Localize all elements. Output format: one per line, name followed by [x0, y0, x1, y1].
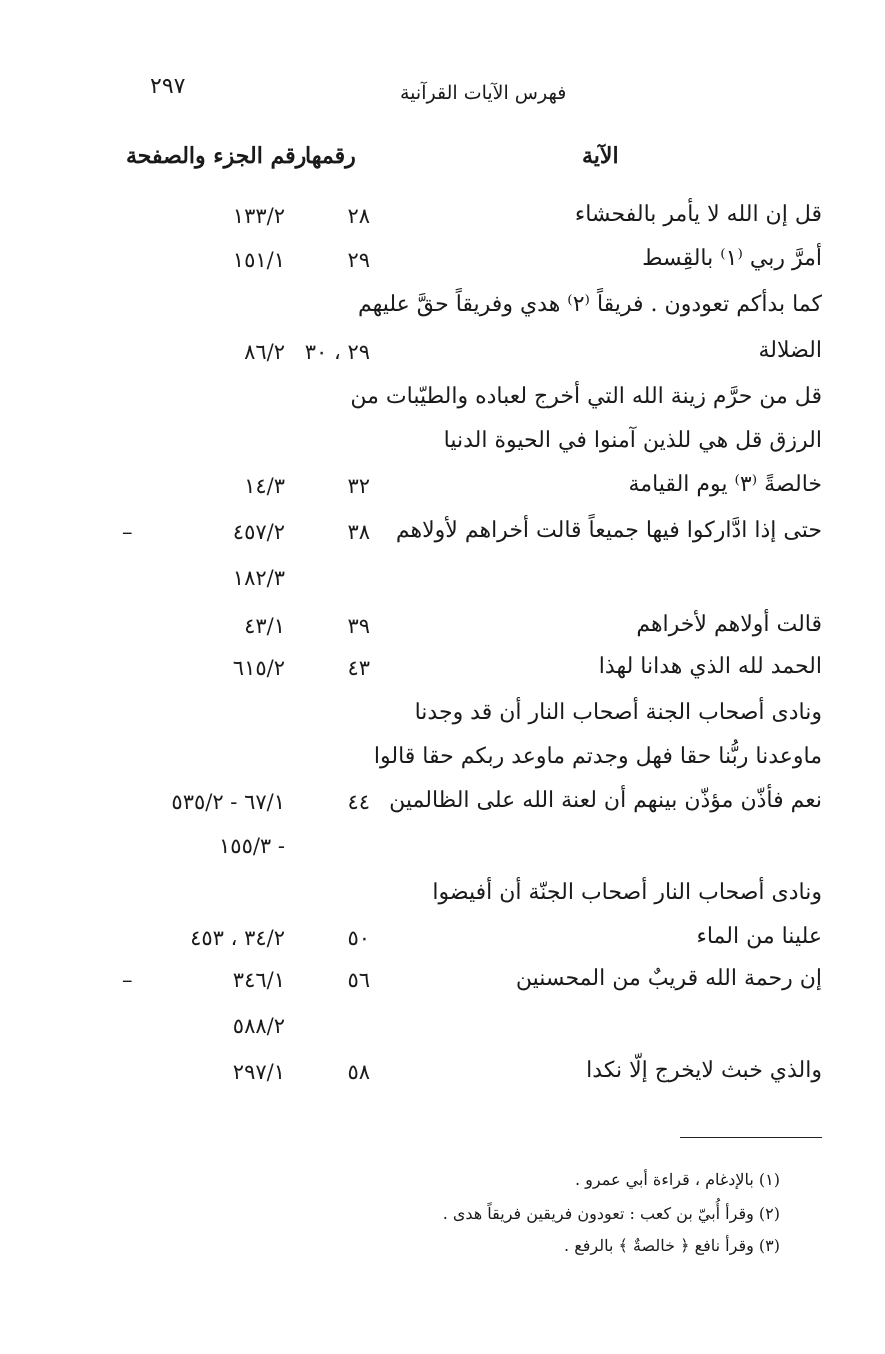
column-header-reference: رقم الجزء والصفحة — [126, 143, 307, 169]
volume-page-ref: ١٨٢/٣ — [232, 566, 285, 590]
volume-page-ref: ٣٤٦/١ — [232, 968, 285, 992]
footnote: (٣) وقرأ نافع ﴿ خالصةٌ ﴾ بالرفع . — [564, 1236, 780, 1255]
verse-text: الرزق قل هي للذين آمنوا في الحيوة الدنيا — [443, 428, 822, 453]
volume-page-ref: ٤٣/١ — [244, 614, 285, 638]
volume-page-ref: ٥٨٨/٢ — [232, 1014, 285, 1038]
volume-page-ref: ١٤/٣ — [244, 474, 285, 498]
volume-page-ref: ٤٥٧/٢ — [232, 520, 285, 544]
verse-number: ٣٩ — [347, 614, 370, 638]
verse-text: كما بدأكم تعودون . فريقاً ⁽٢⁾ هدي وفريقاً حقَّ عليهم — [357, 292, 822, 317]
verse-text: علينا من الماء — [696, 924, 822, 949]
verse-text: ونادى أصحاب الجنة أصحاب النار أن قد وجدنا — [414, 700, 822, 725]
volume-page-ref: ٦٧/١ - ٥٣٥/٢ — [171, 790, 285, 814]
verse-text: قل من حرَّم زينة الله التي أخرج لعباده والطيّبات من — [350, 384, 822, 409]
verse-text: ونادى أصحاب النار أصحاب الجنّة أن أفيضوا — [432, 880, 822, 905]
continuation-dash: – — [122, 520, 133, 544]
verse-number: ٢٩ — [347, 248, 370, 272]
volume-page-ref: - ١٥٥/٣ — [219, 834, 285, 858]
verse-text: قالت أولاهم لأخراهم — [636, 612, 822, 637]
verse-number: ٤٣ — [347, 656, 370, 680]
verse-number: ٥٨ — [347, 1060, 370, 1084]
verse-text: إن رحمة الله قريبٌ من المحسنين — [515, 966, 822, 991]
volume-page-ref: ٢٩٧/١ — [232, 1060, 285, 1084]
verse-text: ماوعدنا ربُّنا حقا فهل وجدتم ماوعد ربكم حقا قالوا — [373, 744, 822, 769]
verse-text: الحمد لله الذي هدانا لهذا — [598, 654, 822, 679]
footnote: (٢) وقرأ أُبيّ بن كعب : تعودون فريقين فريقاً هدى . — [442, 1204, 780, 1223]
verse-text: الضلالة — [758, 338, 822, 363]
verse-text: قل إن الله لا يأمر بالفحشاء — [574, 202, 822, 227]
verse-number: ٥٦ — [347, 968, 370, 992]
column-header-ayah: الآية — [582, 143, 619, 169]
verse-number: ٥٠ — [347, 926, 370, 950]
verse-number: ٤٤ — [347, 790, 370, 814]
page-number: ٢٩٧ — [150, 74, 186, 99]
volume-page-ref: ١٣٣/٢ — [232, 204, 285, 228]
volume-page-ref: ٣٤/٢ ، ٤٥٣ — [190, 926, 285, 950]
continuation-dash: – — [122, 968, 133, 992]
verse-text: والذي خبث لايخرج إلّا نكدا — [586, 1058, 822, 1083]
verse-text: خالصةً ⁽٣⁾ يوم القيامة — [628, 472, 822, 497]
verse-number: ٣٢ — [347, 474, 370, 498]
verse-text: نعم فأذّن مؤذّن بينهم أن لعنة الله على الظالمين — [389, 788, 822, 813]
footnote-separator — [680, 1137, 822, 1138]
footnote: (١) بالإدغام ، قراءة أبي عمرو . — [575, 1170, 780, 1189]
verse-number: ٣٨ — [347, 520, 370, 544]
column-header-number: رقمها — [305, 143, 356, 169]
verse-text: أمرَّ ربي ⁽١⁾ بالقِسط — [642, 246, 822, 271]
volume-page-ref: ١٥١/١ — [232, 248, 285, 272]
running-title: فهرس الآيات القرآنية — [400, 82, 567, 104]
volume-page-ref: ٦١٥/٢ — [232, 656, 285, 680]
verse-number: ٢٩ ، ٣٠ — [304, 340, 370, 364]
verse-number: ٢٨ — [347, 204, 370, 228]
verse-text: حتى إذا ادَّاركوا فيها جميعاً قالت أخراهم لأولاهم — [395, 518, 822, 543]
volume-page-ref: ٨٦/٢ — [244, 340, 285, 364]
